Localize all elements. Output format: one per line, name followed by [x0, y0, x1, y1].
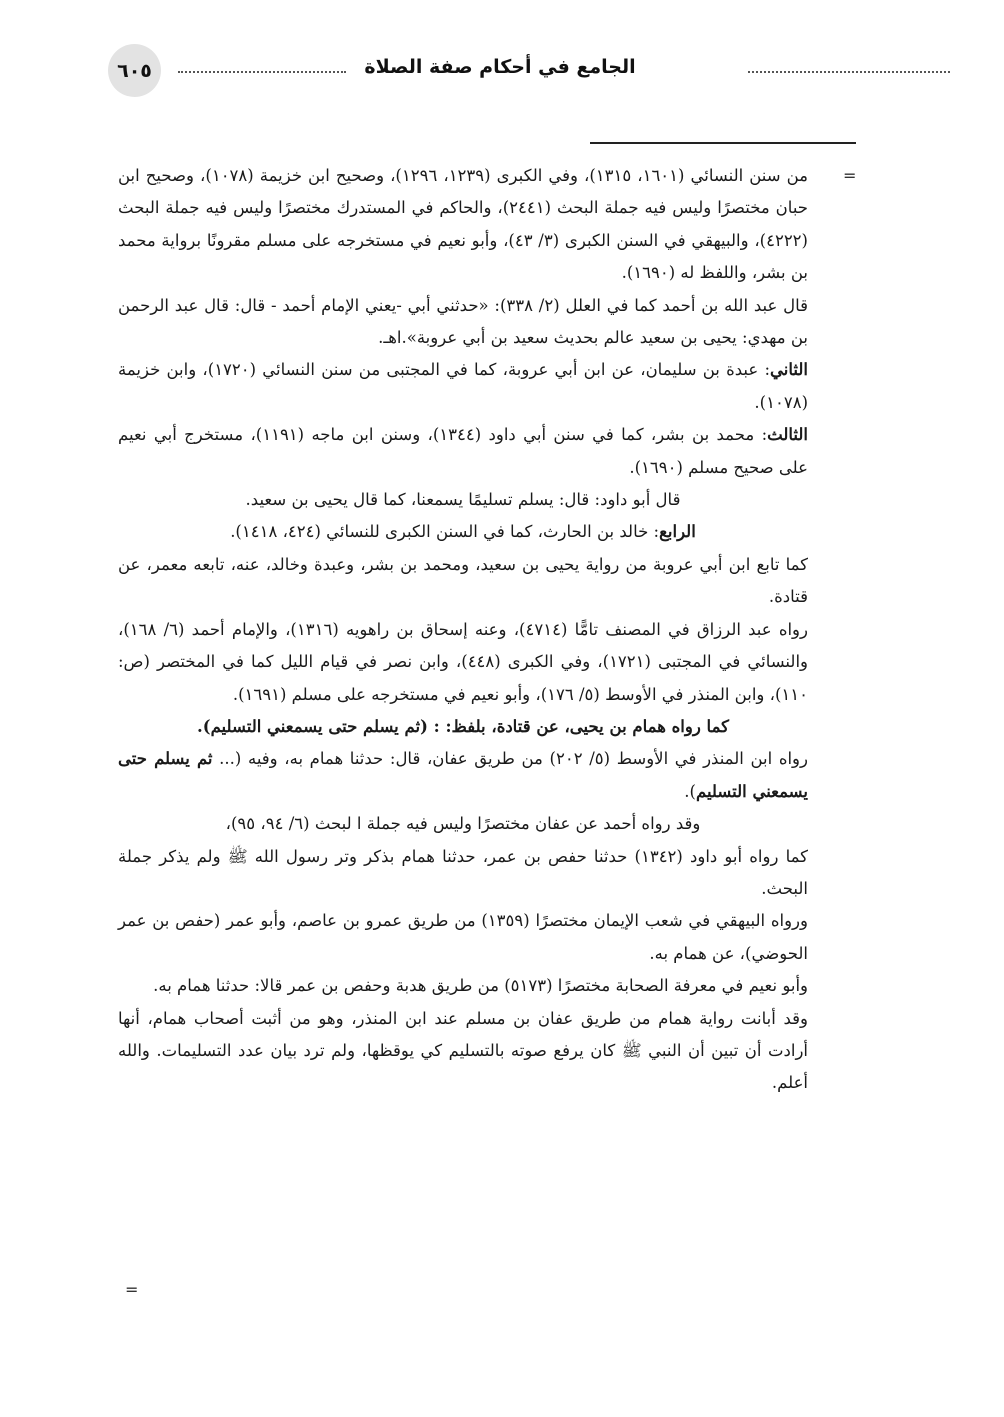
paragraph: [118, 841, 808, 906]
paragraph-text: ورواه البيهقي في شعب الإيمان مختصرًا (١٣٥٩) من طريق عمرو بن عاصم، وأبو عمر (حفص بن عمر الحوضي)، عن همام به.: [118, 911, 808, 963]
paragraph-lead: الثالث: [767, 425, 808, 445]
paragraph-text: كما تابع ابن أبي عروبة من رواية يحيى بن سعيد، ومحمد بن بشر، وعبدة وخالد، عنه، تابعه معمر، عن قتادة.: [118, 554, 808, 607]
running-title: الجامع في أحكام صفة الصلاة: [364, 56, 636, 78]
page-number: ٦٠٥: [108, 44, 161, 97]
paragraph-text: : عبدة بن سليمان، عن ابن أبي عروبة، كما في المجتبى من سنن النسائي (١٧٢٠)، وابن خزيمة (١٠٧٨).: [118, 360, 808, 412]
paragraph: [118, 905, 808, 970]
paragraph-text: قال أبو داود: قال: يسلم تسليمًا يسمعنا، كما قال يحيى بن سعيد.: [245, 490, 681, 510]
paragraph: [118, 549, 808, 614]
paragraph-lead: الثاني: [770, 360, 808, 380]
paragraph: [118, 1003, 808, 1100]
paragraph: [118, 290, 808, 355]
paragraph-text: رواه عبد الرزاق في المصنف تامًّا (٤٧١٤)، وعنه إسحاق بن راهويه (١٣١٦)، والإمام أحمد (٦/ ١٦٨)، والنسائي في المجتبى (١٧٢١)، وفي الكبرى (٤٤٨)، وابن نصر في قيام الليل كما في المختصر (ص: ١١٠)، وابن المنذر في الأوسط (٥/ ١٧٦)، وأبو نعيم في مستخرجه على مسلم (١٦٩١).: [118, 619, 808, 704]
paragraph: [118, 970, 808, 1002]
paragraph-text: قال عبد الله بن أحمد كما في العلل (٢/ ٣٣٨): «حدثني أبي -يعني الإمام أحمد - قال: قال عبد الرحمن بن مهدي: يحيى بن سعيد عالم بحديث سعيد بن أبي عروبة».اهـ.: [118, 295, 809, 348]
paragraph: [118, 419, 808, 484]
paragraph: [118, 516, 808, 548]
page-header: [108, 44, 848, 96]
paragraph-emphasis: ثم يسلم حتى يسمعني التسليم: [118, 749, 808, 801]
paragraph: [118, 354, 808, 419]
paragraph-text: كما رواه أبو داود (١٣٤٢) حدثنا حفص بن عمر، حدثنا همام بذكر وتر رسول الله ﷺ ولم يذكر جملة البحث.: [118, 846, 809, 898]
paragraph-text-end: ).: [684, 781, 696, 801]
paragraph: [118, 484, 808, 516]
paragraph-text: وقد أبانت رواية همام من طريق عفان بن مسلم عند ابن المنذر، وهو من أثبت أصحاب همام، أنها أرادت أن تبين أن النبي ﷺ كان يرفع صوته بالتسليم كي يوقظها، ولم ترد بيان عدد التسليمات. والله أعلم.: [118, 1008, 808, 1093]
paragraph-text: وقد رواه أحمد عن عفان مختصرًا وليس فيه جملة ا لبحث (٦/ ٩٤، ٩٥)،: [225, 814, 701, 834]
paragraph: [118, 743, 808, 808]
footnote-separator: [590, 142, 856, 144]
paragraph-text: وأبو نعيم في معرفة الصحابة مختصرًا (٥١٧٣) من طريق هدبة وحفص بن عمر قالا: حدثنا همام به.: [153, 976, 808, 996]
paragraph: [118, 711, 808, 743]
continuation-mark-top: =: [843, 166, 857, 185]
paragraph: [118, 808, 808, 840]
paragraph: [118, 614, 808, 711]
paragraph-lead: الرابع: [659, 522, 696, 542]
footnote-body: [118, 160, 808, 1100]
paragraph-text: كما رواه همام بن يحيى، عن قتادة، بلفظ: : (ثم يسلم حتى يسمعني التسليم).: [197, 716, 729, 736]
paragraph: [118, 160, 808, 290]
paragraph-text: من سنن النسائي (١٦٠١، ١٣١٥)، وفي الكبرى (١٢٣٩، ١٢٩٦)، وصحيح ابن خزيمة (١٠٧٨)، وصحيح ابن حبان مختصرًا وليس فيه جملة البحث (٢٤٤١)، والحاكم في المستدرك مختصرًا وليس فيه جملة البحث (٤٢٢٢)، والبيهقي في السنن الكبرى (٣/ ٤٣)، وأبو نعيم في مستخرجه على مسلم مقرونًا برواية محمد بن بشر، واللفظ له (١٦٩٠).: [118, 166, 808, 283]
paragraph-text: : خالد بن الحارث، كما في السنن الكبرى للنسائي (٤٢٤، ١٤١٨).: [230, 522, 660, 542]
paragraph-text: رواه ابن المنذر في الأوسط (٥/ ٢٠٢) من طريق عفان، قال: حدثنا همام به، وفيه (...: [212, 749, 808, 769]
continuation-mark-bottom: =: [125, 1280, 139, 1299]
header-dotted-line-right: [748, 71, 950, 73]
paragraph-text: : محمد بن بشر، كما في سنن أبي داود (١٣٤٤)، وسنن ابن ماجه (١١٩١)، مستخرج أبي نعيم على صحيح مسلم (١٦٩٠).: [118, 425, 808, 477]
header-dotted-line-left: [178, 71, 346, 73]
